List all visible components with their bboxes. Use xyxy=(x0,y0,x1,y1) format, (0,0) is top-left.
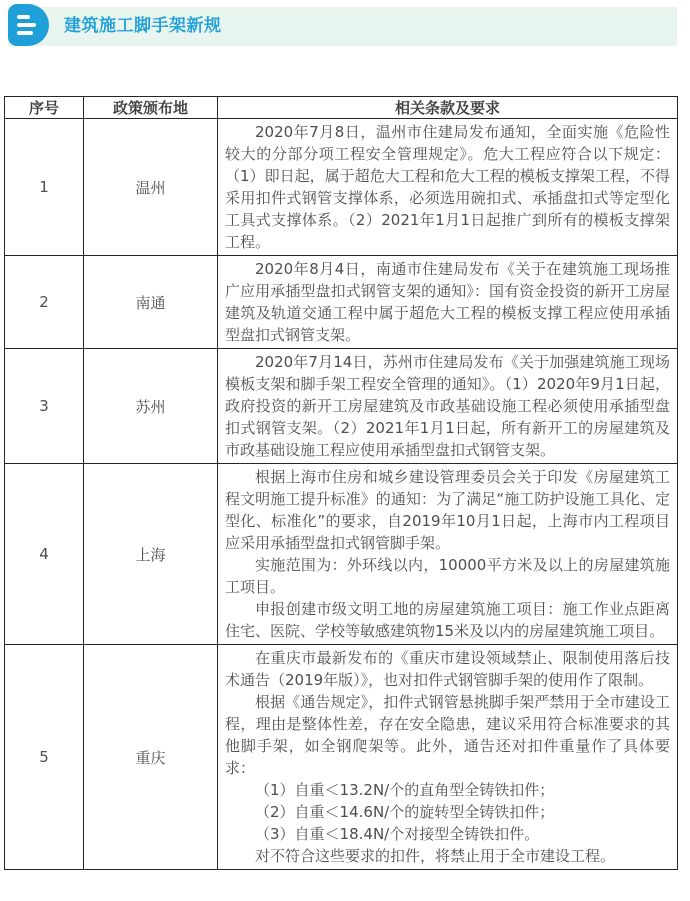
requirement-paragraph: 根据上海市住房和城乡建设管理委员会关于印发《房屋建筑工程文明施工提升标准》的通知：为了满足“施工防护设施工具化、定型化、标准化”的要求，自2019年10月1日起，上海市内工程项目应采用承插型盘扣式钢管脚手架。 xyxy=(225,468,670,552)
requirement-paragraph: 在重庆市最新发布的《重庆市建设领域禁止、限制使用落后技术通告（2019年版）》，也对扣件式钢管脚手架的使用作了限制。 xyxy=(225,649,670,689)
requirement-list-item: （1）自重＜13.2N/个的直角型全铸铁扣件； xyxy=(255,781,555,799)
table-header-row xyxy=(5,97,678,119)
list-icon-bar xyxy=(17,15,30,19)
row-requirements xyxy=(218,119,678,256)
column-header-index: 序号 xyxy=(5,97,84,119)
policy-table xyxy=(4,96,678,870)
requirement-paragraph: 2020年7月8日，温州市住建局发布通知，全面实施《危险性较大的分部分项工程安全管理规定》。危大工程应符合以下规定：（1）即日起，属于超危大工程和危大工程的模板支撑架工程，不得采用扣件式钢管支撑体系，必须选用碗扣式、承插盘扣式等定型化工具式支撑体系。（2）2021年1月1日起推广到所有的模板支撑架工程。 xyxy=(225,123,670,251)
row-requirements xyxy=(218,349,678,464)
column-header-region: 政策颁布地 xyxy=(84,97,218,119)
list-icon xyxy=(8,4,49,46)
page-title: 建筑施工脚手架新规 xyxy=(64,16,222,36)
table-row xyxy=(5,256,678,349)
row-region: 苏州 xyxy=(84,349,218,464)
row-number: 2 xyxy=(5,256,84,349)
row-requirements xyxy=(218,464,678,645)
row-number: 1 xyxy=(5,119,84,256)
column-header-requirements: 相关条款及要求 xyxy=(218,97,678,119)
requirement-paragraph: 实施范围为：外环线以内，10000平方米及以上的房屋建筑施工项目。 xyxy=(225,556,670,596)
row-requirements xyxy=(218,645,678,870)
row-number: 4 xyxy=(5,464,84,645)
list-icon-bar xyxy=(17,31,33,35)
requirement-paragraph: 申报创建市级文明工地的房屋建筑施工项目：施工作业点距离住宅、医院、学校等敏感建筑物15米及以内的房屋建筑施工项目。 xyxy=(225,600,670,640)
requirement-paragraph: 根据《通告规定》，扣件式钢管悬挑脚手架严禁用于全市建设工程，理由是整体性差，存在安全隐患，建议采用符合标准要求的其他脚手架，如全钢爬架等。此外，通告还对扣件重量作了具体要求： xyxy=(225,693,670,777)
list-icon-bar xyxy=(17,23,36,27)
requirement-paragraph: 2020年7月14日，苏州市住建局发布《关于加强建筑施工现场模板支架和脚手架工程安全管理的通知》。（1）2020年9月1日起，政府投资的新开工房屋建筑及市政基础设施工程必须使用承插型盘扣式钢管支架。（2）2021年1月1日起，所有新开工的房屋建筑及市政基础设施工程应使用承插型盘扣式钢管支架。 xyxy=(225,353,670,459)
row-region: 重庆 xyxy=(84,645,218,870)
requirement-list-item: （3）自重＜18.4N/个对接型全铸铁扣件。 xyxy=(255,825,540,843)
row-number: 5 xyxy=(5,645,84,870)
table-row xyxy=(5,645,678,870)
row-region: 上海 xyxy=(84,464,218,645)
row-region: 温州 xyxy=(84,119,218,256)
table-row xyxy=(5,349,678,464)
table-row xyxy=(5,464,678,645)
table-row xyxy=(5,119,678,256)
row-number: 3 xyxy=(5,349,84,464)
requirement-paragraph: 2020年8月4日，南通市住建局发布《关于在建筑施工现场推广应用承插型盘扣式钢管支架的通知》：国有资金投资的新开工房屋建筑及轨道交通工程中属于超危大工程的模板支撑工程应使用承插型盘扣式钢管支架。 xyxy=(225,260,670,344)
row-requirements xyxy=(218,256,678,349)
row-region: 南通 xyxy=(84,256,218,349)
requirement-paragraph: 对不符合这些要求的扣件，将禁止用于全市建设工程。 xyxy=(255,847,616,865)
requirement-list-item: （2）自重＜14.6N/个的旋转型全铸铁扣件； xyxy=(255,803,555,821)
